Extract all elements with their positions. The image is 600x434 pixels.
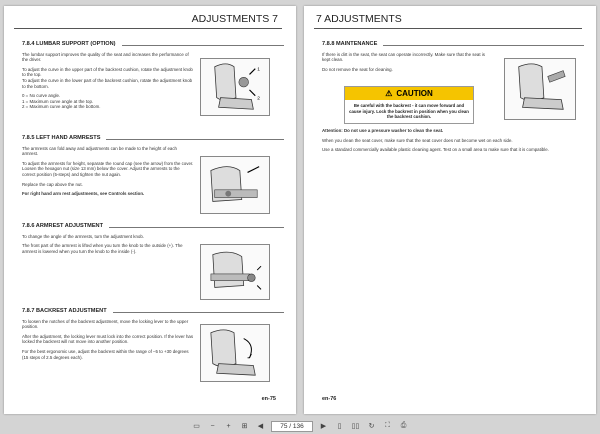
left-page-header: ADJUSTMENTS 7 xyxy=(191,13,278,25)
header-rule xyxy=(14,28,282,29)
paragraph: For the best ergonomic use, adjust the backrest within the range of –5 to +30 degrees (15 steps of 2.5 degrees each). xyxy=(22,348,189,360)
armrest-adjustment-figure xyxy=(200,244,270,300)
page-number-input[interactable] xyxy=(271,421,313,432)
paragraph: Replace the cap above the nut. xyxy=(22,181,83,187)
paragraph: For right hand arm rest adjustments, see Controls section. xyxy=(22,191,145,197)
caution-box xyxy=(344,86,474,124)
paragraph: Use a standard commercially available plastic cleaning agent. Test on a small area to make sure that it is compatible. xyxy=(322,147,549,153)
section-heading: 7.8.5 LEFT HAND ARMRESTS xyxy=(22,135,101,141)
paragraph: When you clean the seat cover, make sure that the seat cover does not become wet on each side. xyxy=(322,137,513,143)
fit-page-icon[interactable]: ⊞ xyxy=(241,423,248,430)
viewer-toolbar xyxy=(0,418,600,434)
section-heading: 7.8.7 BACKREST ADJUSTMENT xyxy=(22,308,107,314)
attention-note: Attention: Do not use a pressure washer to clean the seat. xyxy=(322,128,444,133)
print-icon[interactable]: ⎙ xyxy=(400,422,407,429)
next-page-icon[interactable]: ▶ xyxy=(320,423,327,430)
right-page-header: 7 ADJUSTMENTS xyxy=(316,13,402,25)
paragraph: If there is dirt in the seat, the seat can operate incorrectly. Make sure that the seat is kept clean. xyxy=(322,51,485,63)
caution-text: Be careful with the backrest - it can move forward and cause injury. Lock the backrest in position when you clean the backrest cushion. xyxy=(349,103,469,119)
paragraph: To change the angle of the armrests, turn the adjustment knob. xyxy=(22,233,145,239)
caution-label: CAUTION xyxy=(396,89,433,98)
zoom-in-icon[interactable]: + xyxy=(226,422,231,430)
paragraph: To loosen the notches of the backrest adjustment, move the locking lever to the upper position. xyxy=(22,318,189,330)
page-field-text: 75 / 136 xyxy=(280,422,304,430)
backrest-figure xyxy=(200,324,270,382)
section-heading: 7.8.8 MAINTENANCE xyxy=(322,41,378,47)
seat-cleaning-figure xyxy=(504,58,576,120)
armrest-figure xyxy=(200,156,270,214)
rotate-icon[interactable]: ↻ xyxy=(368,423,375,430)
paragraph: 0 = No curve angle. 1 = Maximum curve angle at the top. 2 = Maximum curve angle at the bottom. xyxy=(22,93,101,110)
two-page-icon[interactable]: ▯▯ xyxy=(351,423,360,430)
right-page xyxy=(304,6,596,414)
single-page-icon[interactable]: ▯ xyxy=(337,423,342,430)
paragraph: To adjust the curve in the upper part of the backrest cushion, rotate the adjustment knob to the top. To adjust the curve in the lower part of the backrest cushion, rotate the adjustment knob to the bottom. xyxy=(22,66,193,89)
svg-text:2: 2 xyxy=(257,96,260,102)
paragraph: The front part of the armrest is lifted when you turn the knob to the outside (+). The armrest is lowered when you turn the knob to the inside (-). xyxy=(22,243,183,254)
paragraph: The lumbar support improves the quality of the seat and increases the performance of the driver. xyxy=(22,51,189,63)
page-number: en-75 xyxy=(261,396,276,402)
header-rule xyxy=(314,28,582,29)
lumbar-support-figure xyxy=(200,58,270,116)
zoom-out-icon[interactable]: − xyxy=(210,422,215,430)
paragraph: After the adjustment, the locking lever must lock into the correct position. If the lever has locked the backrest will not move into another position. xyxy=(22,333,194,345)
maintenance-notes xyxy=(322,128,582,157)
section-heading: 7.8.6 ARMREST ADJUSTMENT xyxy=(22,223,104,229)
prev-page-icon[interactable]: ◀ xyxy=(257,423,264,430)
svg-text:1: 1 xyxy=(257,67,260,73)
fullscreen-icon[interactable]: ⛶ xyxy=(385,422,390,429)
paragraph: Do not remove the seat for cleaning. xyxy=(322,66,393,72)
paragraph: To adjust the armrests for height, separate the round cap (see the arrow) from the cover. Loosen the hexagon nut (size 13 mm) below the cover. Adjust the armrests to the correct position (5-steps) and tighten the nut again. xyxy=(22,160,194,177)
page-number: en-76 xyxy=(322,396,337,402)
paragraph: The armrests can fold away and adjustments can be made to the height of each armrest. xyxy=(22,145,177,157)
left-page xyxy=(4,6,296,414)
warning-icon: ⚠ xyxy=(385,89,393,98)
section-heading: 7.8.4 LUMBAR SUPPORT (OPTION) xyxy=(22,41,116,47)
sidebar-icon[interactable]: ▭ xyxy=(193,423,200,430)
